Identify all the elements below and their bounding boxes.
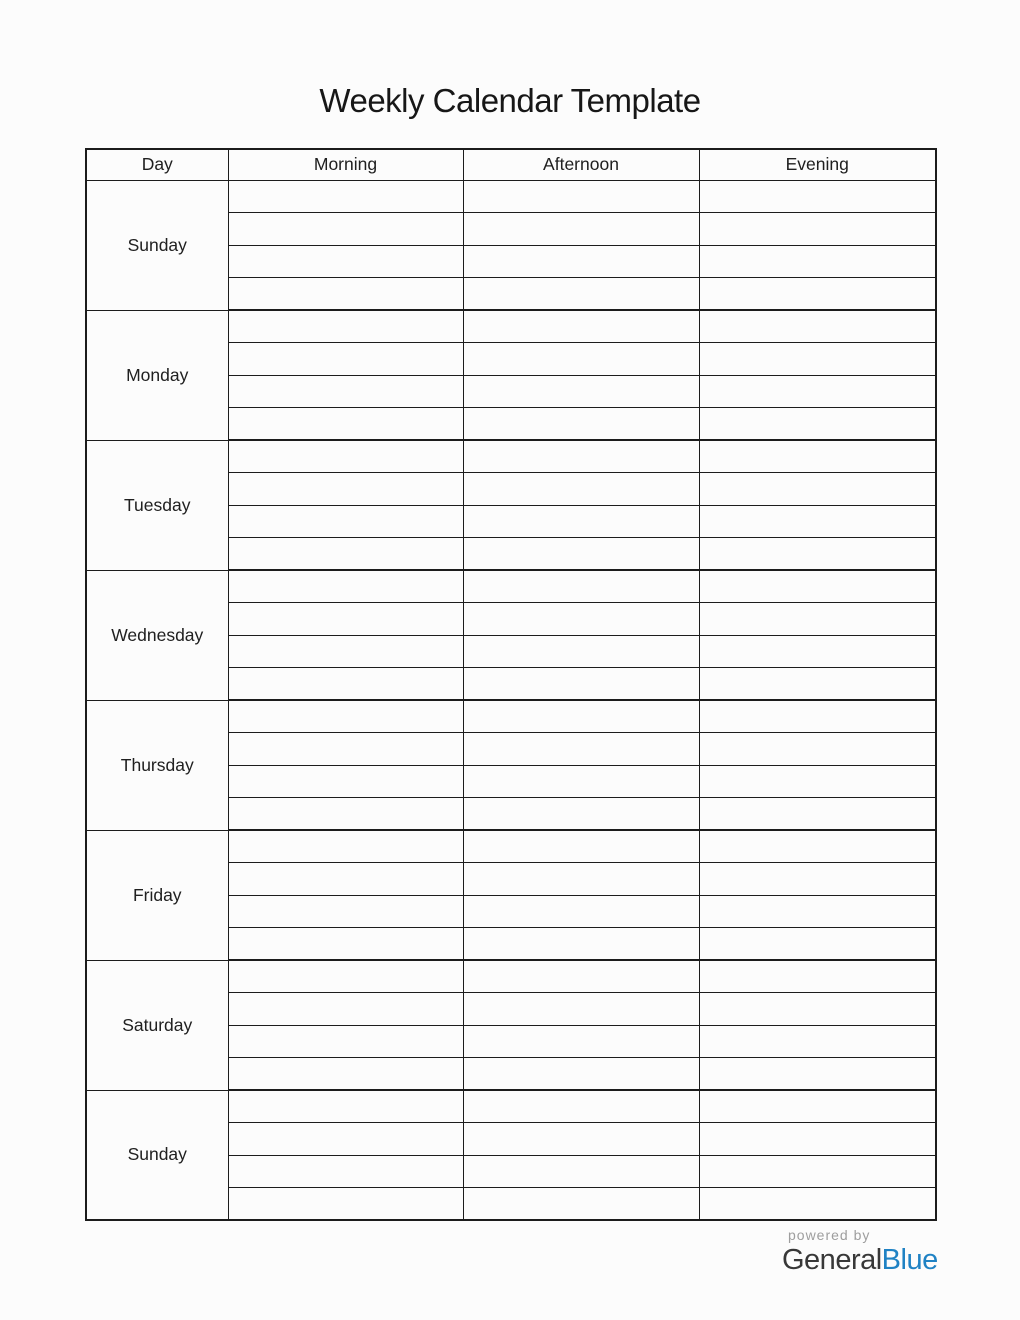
empty-slot-cell-afternoon (463, 213, 699, 246)
empty-slot-cell-afternoon (463, 830, 699, 863)
day-label-thursday-4: Thursday (86, 700, 228, 830)
empty-slot-cell-evening (699, 863, 936, 896)
empty-slot-cell-morning (228, 343, 463, 376)
empty-slot-cell-afternoon (463, 1025, 699, 1058)
empty-slot-cell-evening (699, 1155, 936, 1188)
empty-slot-cell-afternoon (463, 1123, 699, 1156)
slot-row (86, 310, 936, 343)
empty-slot-cell-evening (699, 603, 936, 636)
empty-slot-cell-afternoon (463, 798, 699, 831)
empty-slot-cell-afternoon (463, 993, 699, 1026)
empty-slot-cell-afternoon (463, 1058, 699, 1091)
empty-slot-cell-evening (699, 830, 936, 863)
empty-slot-cell-evening (699, 635, 936, 668)
empty-slot-cell-afternoon (463, 895, 699, 928)
empty-slot-cell-morning (228, 505, 463, 538)
empty-slot-cell-morning (228, 635, 463, 668)
slot-row (86, 830, 936, 863)
empty-slot-cell-evening (699, 895, 936, 928)
empty-slot-cell-morning (228, 538, 463, 571)
slot-row (86, 180, 936, 213)
empty-slot-cell-morning (228, 733, 463, 766)
empty-slot-cell-evening (699, 668, 936, 701)
empty-slot-cell-evening (699, 993, 936, 1026)
empty-slot-cell-afternoon (463, 310, 699, 343)
empty-slot-cell-evening (699, 570, 936, 603)
empty-slot-cell-afternoon (463, 960, 699, 993)
empty-slot-cell-evening (699, 473, 936, 506)
empty-slot-cell-evening (699, 440, 936, 473)
day-label-wednesday-3: Wednesday (86, 570, 228, 700)
empty-slot-cell-morning (228, 895, 463, 928)
empty-slot-cell-morning (228, 408, 463, 441)
day-label-tuesday-2: Tuesday (86, 440, 228, 570)
empty-slot-cell-afternoon (463, 1188, 699, 1221)
empty-slot-cell-evening (699, 538, 936, 571)
empty-slot-cell-afternoon (463, 603, 699, 636)
empty-slot-cell-evening (699, 960, 936, 993)
empty-slot-cell-afternoon (463, 505, 699, 538)
empty-slot-cell-afternoon (463, 538, 699, 571)
empty-slot-cell-evening (699, 375, 936, 408)
empty-slot-cell-morning (228, 928, 463, 961)
slot-row (86, 440, 936, 473)
day-label-friday-5: Friday (86, 830, 228, 960)
empty-slot-cell-morning (228, 1025, 463, 1058)
empty-slot-cell-morning (228, 700, 463, 733)
header-cell-day: Day (86, 149, 228, 180)
slot-row (86, 570, 936, 603)
powered-by-label: powered by (788, 1227, 871, 1243)
day-label-saturday-6: Saturday (86, 960, 228, 1090)
brand-text-blue: Blue (881, 1244, 938, 1277)
empty-slot-cell-morning (228, 1188, 463, 1221)
empty-slot-cell-morning (228, 765, 463, 798)
empty-slot-cell-afternoon (463, 278, 699, 311)
empty-slot-cell-evening (699, 733, 936, 766)
empty-slot-cell-morning (228, 830, 463, 863)
empty-slot-cell-afternoon (463, 343, 699, 376)
empty-slot-cell-morning (228, 1058, 463, 1091)
empty-slot-cell-evening (699, 505, 936, 538)
empty-slot-cell-morning (228, 993, 463, 1026)
empty-slot-cell-afternoon (463, 635, 699, 668)
weekly-calendar-table (85, 148, 937, 1221)
empty-slot-cell-afternoon (463, 180, 699, 213)
slot-row (86, 960, 936, 993)
empty-slot-cell-morning (228, 278, 463, 311)
empty-slot-cell-morning (228, 603, 463, 636)
empty-slot-cell-evening (699, 1025, 936, 1058)
empty-slot-cell-evening (699, 278, 936, 311)
header-cell-morning: Morning (228, 149, 463, 180)
footer-branding (782, 1228, 938, 1277)
empty-slot-cell-afternoon (463, 700, 699, 733)
day-label-sunday-0: Sunday (86, 180, 228, 310)
empty-slot-cell-morning (228, 310, 463, 343)
empty-slot-cell-morning (228, 863, 463, 896)
empty-slot-cell-morning (228, 668, 463, 701)
empty-slot-cell-evening (699, 310, 936, 343)
empty-slot-cell-afternoon (463, 408, 699, 441)
empty-slot-cell-evening (699, 765, 936, 798)
empty-slot-cell-afternoon (463, 245, 699, 278)
table-header-row (86, 149, 936, 180)
slot-row (86, 1090, 936, 1123)
header-cell-afternoon: Afternoon (463, 149, 699, 180)
slot-row (86, 700, 936, 733)
empty-slot-cell-morning (228, 180, 463, 213)
empty-slot-cell-evening (699, 1058, 936, 1091)
empty-slot-cell-evening (699, 928, 936, 961)
calendar-table-body (86, 180, 936, 1220)
empty-slot-cell-morning (228, 570, 463, 603)
page-title: Weekly Calendar Template (319, 82, 701, 119)
day-label-sunday-7: Sunday (86, 1090, 228, 1220)
empty-slot-cell-afternoon (463, 570, 699, 603)
empty-slot-cell-morning (228, 1155, 463, 1188)
empty-slot-cell-afternoon (463, 473, 699, 506)
empty-slot-cell-evening (699, 180, 936, 213)
brand-text-general: General (782, 1244, 882, 1277)
empty-slot-cell-evening (699, 1188, 936, 1221)
empty-slot-cell-afternoon (463, 733, 699, 766)
empty-slot-cell-afternoon (463, 375, 699, 408)
empty-slot-cell-evening (699, 798, 936, 831)
empty-slot-cell-morning (228, 1123, 463, 1156)
empty-slot-cell-morning (228, 213, 463, 246)
empty-slot-cell-afternoon (463, 668, 699, 701)
empty-slot-cell-afternoon (463, 765, 699, 798)
empty-slot-cell-evening (699, 343, 936, 376)
empty-slot-cell-evening (699, 245, 936, 278)
empty-slot-cell-afternoon (463, 1090, 699, 1123)
empty-slot-cell-afternoon (463, 863, 699, 896)
empty-slot-cell-afternoon (463, 440, 699, 473)
day-label-monday-1: Monday (86, 310, 228, 440)
empty-slot-cell-evening (699, 700, 936, 733)
header-cell-evening: Evening (699, 149, 936, 180)
empty-slot-cell-evening (699, 213, 936, 246)
empty-slot-cell-morning (228, 473, 463, 506)
empty-slot-cell-evening (699, 1090, 936, 1123)
empty-slot-cell-morning (228, 245, 463, 278)
generalblue-logo (782, 1245, 938, 1277)
empty-slot-cell-afternoon (463, 928, 699, 961)
empty-slot-cell-afternoon (463, 1155, 699, 1188)
empty-slot-cell-evening (699, 408, 936, 441)
empty-slot-cell-morning (228, 375, 463, 408)
empty-slot-cell-morning (228, 440, 463, 473)
empty-slot-cell-morning (228, 1090, 463, 1123)
empty-slot-cell-morning (228, 798, 463, 831)
empty-slot-cell-evening (699, 1123, 936, 1156)
empty-slot-cell-morning (228, 960, 463, 993)
